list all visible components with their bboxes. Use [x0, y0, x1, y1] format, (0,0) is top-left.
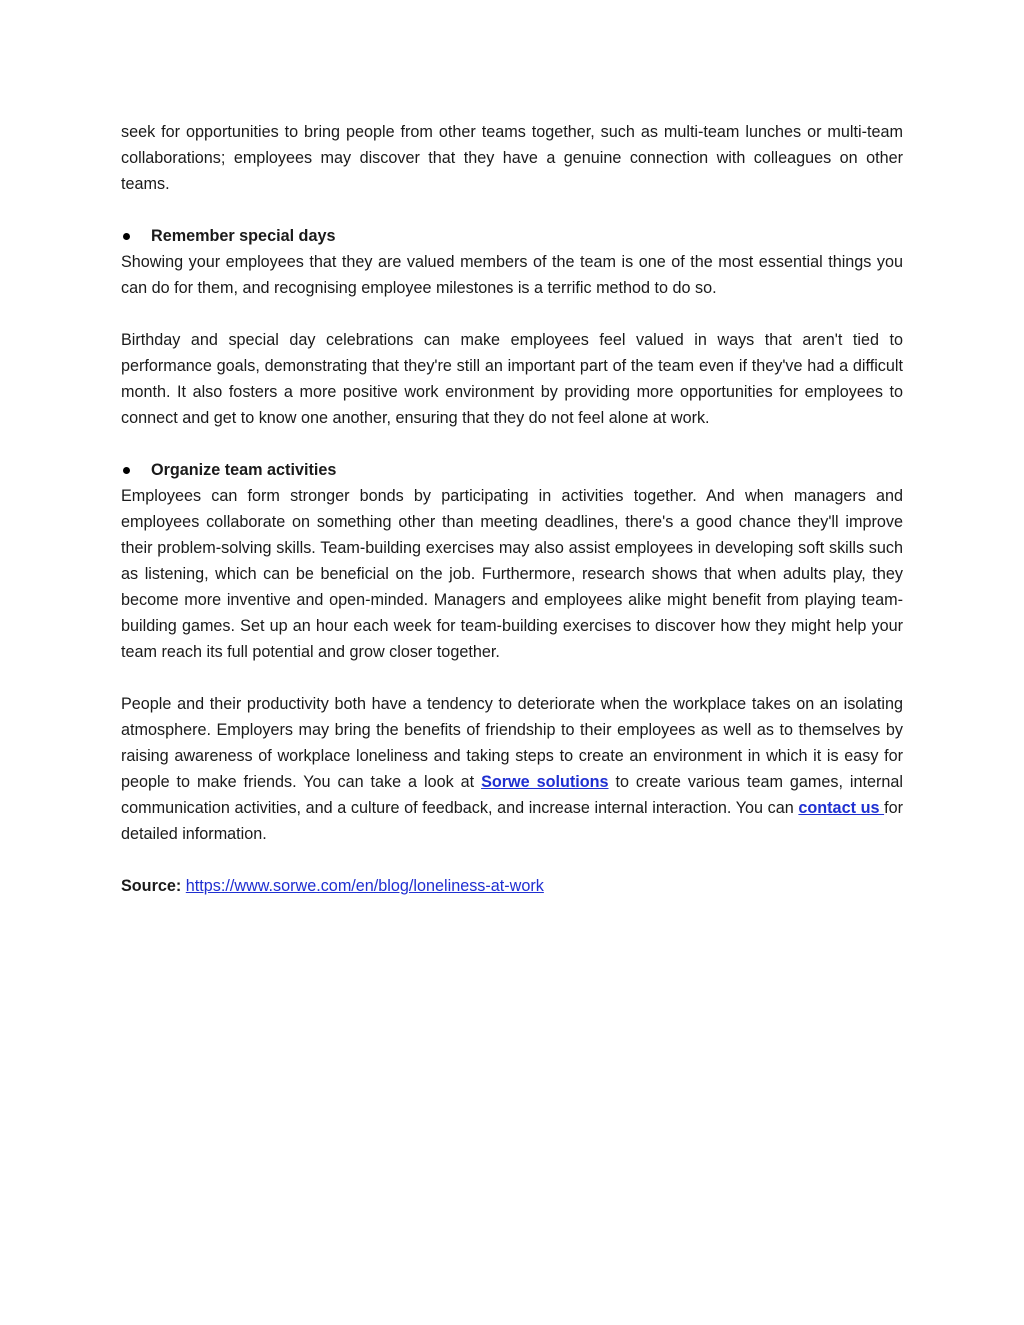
conclusion-text-1: People and their productivity both have a tendency to deteriorate when the workplace takes on an isolating atmosphere. Employers may bring the benefits of friendship to their employees as well as to themselves by raising awareness of workplace loneliness and taking steps to create an environment in which it is easy for people to make friends. You can take a look at: [121, 695, 903, 791]
spacer: [121, 665, 903, 691]
intro-paragraph: seek for opportunities to bring people from other teams together, such as multi-team lunches or multi-team collaborations; employees may discover that they have a genuine connection with colleagues on other teams.: [121, 123, 903, 193]
contact-us-link[interactable]: contact us: [798, 799, 885, 817]
conclusion-text-2: to create various team games, internal communication activities, and a culture of feedback, and increase internal interaction. You can: [121, 773, 903, 817]
special-days-paragraph-1: Showing your employees that they are valued members of the team is one of the most essential things you can do for them, and recognising employee milestones is a terrific method to do so.: [121, 253, 903, 297]
spacer: [121, 301, 903, 327]
heading-label: Remember special days: [151, 227, 336, 245]
spacer: [121, 431, 903, 457]
heading-remember-special-days: [121, 223, 903, 249]
document-page: [121, 119, 903, 899]
source-label: Source:: [121, 877, 182, 895]
spacer: [121, 197, 903, 223]
heading-label: Organize team activities: [151, 461, 337, 479]
spacer: [121, 847, 903, 873]
conclusion-paragraph: [121, 691, 903, 847]
source-line: [121, 873, 903, 899]
bullet-icon: [123, 467, 130, 474]
conclusion-text-3: for detailed information.: [121, 799, 903, 843]
source-url-link[interactable]: https://www.sorwe.com/en/blog/loneliness-at-work: [185, 877, 544, 895]
special-days-paragraph-2: Birthday and special day celebrations can make employees feel valued in ways that aren't tied to performance goals, demonstrating that they're still an important part of the team even if they've had a difficult month. It also fosters a more positive work environment by providing more opportunities for employees to connect and get to know one another, ensuring that they do not feel alone at work.: [121, 331, 903, 427]
heading-organize-team-activities: [121, 457, 903, 483]
team-activities-paragraph: Employees can form stronger bonds by participating in activities together. And when managers and employees collaborate on something other than meeting deadlines, there's a good chance they'll improve their problem-solving skills. Team-building exercises may also assist employees in developing soft skills such as listening, which can be beneficial on the job. Furthermore, research shows that when adults play, they become more inventive and open-minded. Managers and employees alike might benefit from playing team-building games. Set up an hour each week for team-building exercises to discover how they might help your team reach its full potential and grow closer together.: [121, 487, 903, 661]
sorwe-solutions-link[interactable]: Sorwe solutions: [481, 773, 609, 791]
bullet-icon: [123, 233, 130, 240]
